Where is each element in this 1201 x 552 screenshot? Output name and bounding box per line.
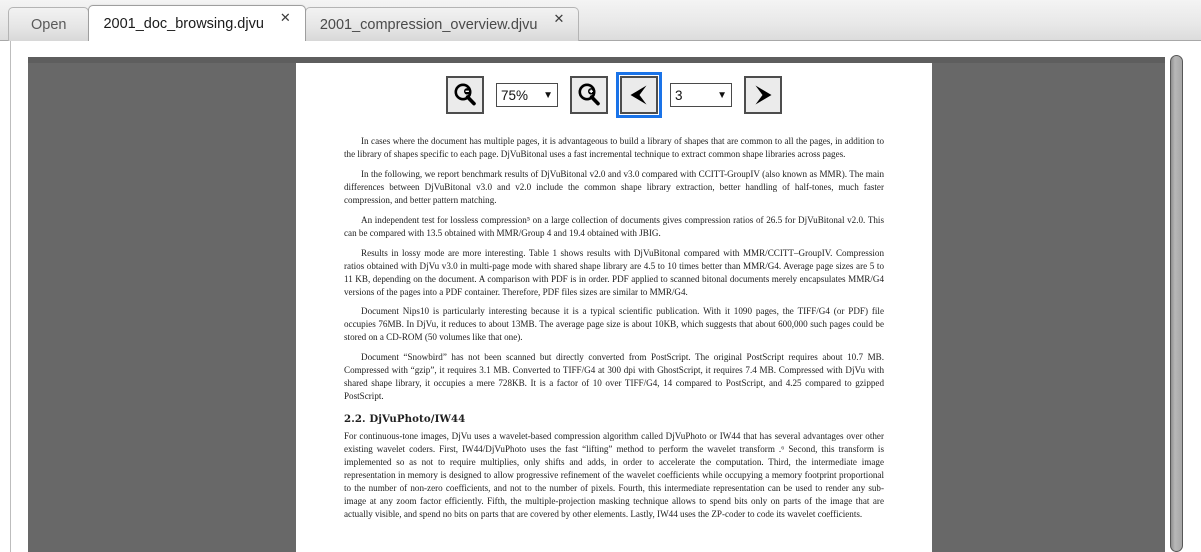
zoom-in-icon xyxy=(576,82,602,108)
zoom-in-button[interactable] xyxy=(570,76,608,114)
paragraph: In the following, we report benchmark results of DjVuBitonal v2.0 and v3.0 compared with CCITT-GroupIV (also known as MMR). The main differences between DjVuBitonal v3.0 and v2.0 include the common shape library extraction, better handling of half-tones, much faster compression, and better pattern matching. xyxy=(344,168,884,205)
document-page xyxy=(296,63,932,552)
tab-strip xyxy=(8,6,578,41)
chevron-down-icon: ▼ xyxy=(717,89,727,101)
next-page-button[interactable] xyxy=(744,76,782,114)
document-text xyxy=(344,135,884,528)
tab-bar xyxy=(0,0,1201,41)
open-button[interactable] xyxy=(8,7,89,41)
zoom-out-button[interactable] xyxy=(446,76,484,114)
page-number-value: 3 xyxy=(675,87,683,103)
tab-label: 2001_doc_browsing.djvu xyxy=(103,15,264,32)
paragraph: In cases where the document has multiple pages, it is advantageous to build a library of shapes that are common to all the pages, in addition to the library of shapes specific to each page. DjVuBitonal uses a fast incremental technique to extract common shape libraries across pages. xyxy=(344,136,884,159)
section-heading: 2.2. DjVuPhoto/IW44 xyxy=(344,413,466,426)
previous-page-arrow-icon xyxy=(626,82,652,108)
paragraph: An independent test for lossless compression⁵ on a large collection of documents gives compression ratios of 26.5 for DjVuBitonal v2.0. This can be compared with 13.5 obtained with MMR/Group 4 and 19.4 obtained with JBIG. xyxy=(344,214,884,238)
paragraph: Document Nips10 is particularly interesting because it is a typical scientific publication. With it 1090 pages, the TIFF/G4 (or PDF) file occupies 76MB. In DjVu, it reduces to about 13MB. The average page size is about 10KB, which suggests that about 600,000 such pages could be stored on a CD-ROM (50 volumes like that one). xyxy=(344,306,884,343)
paragraph: Document “Snowbird” has not been scanned but directly converted from PostScript. The original PostScript requires about 10.7 MB. Compressed with “gzip”, it requires 3.1 MB. Converted to TIFF/G4 at 300 dpi with GhostScript, it requires 7.4 MB. Compressed with DjVu with shared shape library, it occupies a mere 728KB. It is a factor of 10 over TIFF/G4, 14 compared to PostScript, and 4.25 compared to gzipped PostScript. xyxy=(344,352,884,402)
paragraph: Results in lossy mode are more interesting. Table 1 shows results with DjVuBitonal compared with MMR/CCITT–GroupIV. Compression ratios obtained with DjVu v3.0 in multi-page mode with shared shape library are 4.5 to 10 times better than MMR/G4. Average page sizes are 5 to 11 KB, depending on the document. A comparison with PDF is in order. PDF applied to scanned bitonal documents merely encapsulates MMR/G4 versions of the pages into a PDF container. Therefore, PDF files sizes are similar to MMR/G4. xyxy=(344,247,884,297)
zoom-level-select[interactable] xyxy=(496,83,558,107)
tab-compression-overview[interactable] xyxy=(305,7,580,41)
vertical-scrollbar[interactable] xyxy=(1170,55,1183,552)
tab-doc-browsing[interactable] xyxy=(88,5,305,41)
vertical-scrollbar-thumb[interactable] xyxy=(1170,55,1183,552)
chevron-down-icon: ▼ xyxy=(543,89,553,101)
page-number-select[interactable] xyxy=(670,83,732,107)
zoom-out-icon xyxy=(452,82,478,108)
close-icon[interactable]: ✕ xyxy=(553,12,565,27)
previous-page-button[interactable] xyxy=(620,76,658,114)
tab-label: 2001_compression_overview.djvu xyxy=(319,16,538,33)
next-page-arrow-icon xyxy=(750,82,776,108)
close-icon[interactable]: ✕ xyxy=(279,11,291,26)
viewer-inner xyxy=(10,41,1191,552)
section-paragraph: For continuous-tone images, DjVu uses a wavelet-based compression algorithm called DjVuPhoto or IW44 that has several advantages over other existing wavelet coders. First, IW44/DjVuPhoto uses the fast “lifting” method to perform the wavelet transform .⁶ Second, this transform is implemented so as not to require multiplies, only shifts and adds, in order to accelerate the computation. Third, the intermediate image representation in memory is designed to allow progressive refinement of the wavelet coefficients while occupying a memory footprint proportional to the number of non-zero coefficients, and not to the number of pixels. Fourth, this intermediate representation can be used to render any sub-image at any zoom factor efficiently. Fifth, the multiple-projection masking technique allows to spend bits only on parts of the image that are actually visible, and spend no bits on parts that are covered by other elements. Lastly, IW44 uses the ZP-coder to code its wavelet coefficients. xyxy=(344,431,884,519)
page-toolbar xyxy=(296,63,932,127)
open-button-label: Open xyxy=(31,16,67,33)
document-canvas[interactable] xyxy=(28,57,1165,552)
viewer-area xyxy=(0,41,1201,552)
zoom-level-value: 75% xyxy=(501,87,529,103)
